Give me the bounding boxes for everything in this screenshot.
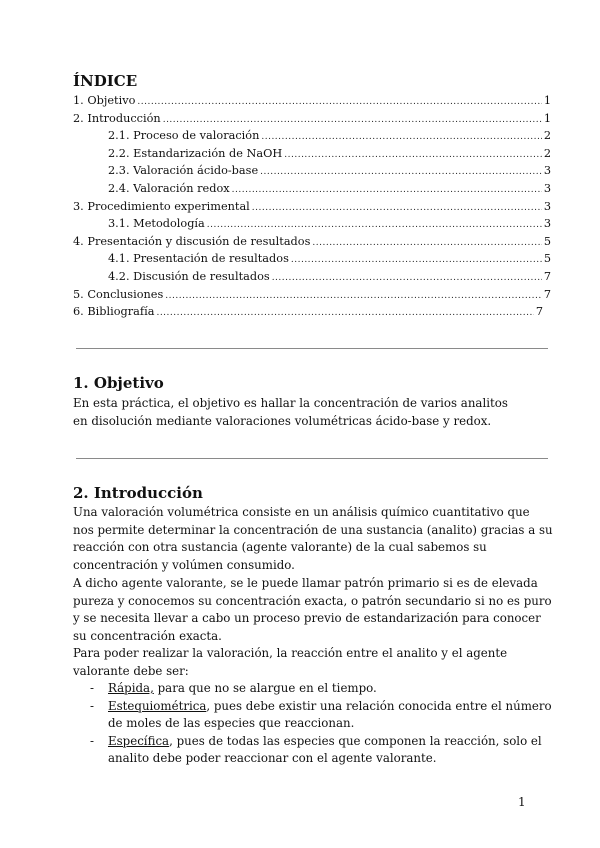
section-heading-objetivo: 1. Objetivo — [73, 374, 164, 392]
toc-entry[interactable] — [73, 110, 551, 128]
toc-entry-page: 1 — [543, 111, 551, 125]
introduccion-paragraph-1: Una valoración volumétrica consiste en un análisis químico cuantitativo que nos permite determinar la concentración de una sustancia (analito) gracias a su reacción con otra sustancia (agente valorante) de la cual sabemos su concentración y volúmen consumido. — [73, 505, 553, 572]
introduccion-paragraph-3: Para poder realizar la valoración, la reacción entre el analito y el agente valorante debe ser: — [73, 646, 508, 678]
toc-entry[interactable] — [73, 92, 551, 110]
toc-leader-dots — [284, 147, 542, 165]
toc-entry-page: 2 — [543, 129, 551, 143]
toc-entry[interactable] — [73, 162, 551, 180]
toc-entry-page: 3 — [543, 217, 551, 231]
toc-leader-dots — [272, 270, 542, 288]
toc-leader-dots — [137, 94, 541, 112]
toc-leader-dots — [260, 164, 542, 182]
toc-entry-page: 7 — [535, 305, 543, 319]
toc-entry-page: 3 — [543, 199, 551, 213]
toc-entry-label: 5. Conclusiones — [73, 287, 164, 301]
list-item-text: , pues de todas las especies que componen la reacción, solo el analito debe poder reaccionar con el agente valorante. — [108, 733, 542, 766]
toc-entry-page: 5 — [543, 252, 551, 266]
toc-entry[interactable] — [73, 127, 551, 145]
toc-leader-dots — [261, 129, 541, 147]
objetivo-paragraph: En esta práctica, el objetivo es hallar la concentración de varios analitos en disolución mediante valoraciones volumétricas ácido-base y redox. — [73, 396, 508, 428]
page-number: 1 — [518, 795, 526, 809]
toc-entry-label: 2.1. Proceso de valoración — [108, 129, 260, 143]
toc-entry-page: 3 — [543, 164, 551, 178]
toc-entry[interactable] — [73, 180, 551, 198]
toc-entry-label: 4.1. Presentación de resultados — [108, 252, 289, 266]
list-item — [90, 733, 560, 768]
toc-entry[interactable] — [73, 286, 551, 304]
toc-entry[interactable] — [73, 145, 551, 163]
toc-entry-label: 2.3. Valoración ácido-base — [108, 164, 259, 178]
toc-entry-page: 7 — [543, 269, 551, 283]
list-item — [90, 680, 560, 698]
section-divider — [76, 348, 548, 349]
toc-leader-dots — [165, 288, 542, 306]
list-item-term: Estequiométrica — [108, 698, 207, 713]
toc-entry-page: 7 — [543, 287, 551, 301]
toc-leader-dots — [156, 305, 533, 323]
toc-entry-page: 2 — [543, 146, 551, 160]
toc-leader-dots — [252, 200, 542, 218]
bullet-dash: - — [90, 698, 94, 713]
requirements-list — [90, 680, 560, 768]
section-heading-introduccion: 2. Introducción — [73, 484, 203, 502]
list-item — [90, 698, 560, 733]
toc-entry-page: 5 — [543, 234, 551, 248]
section-divider — [76, 458, 548, 459]
toc-entry-label: 4.2. Discusión de resultados — [108, 269, 270, 283]
toc-entry-label: 1. Objetivo — [73, 94, 136, 107]
toc-entry-label: 4. Presentación y discusión de resultados — [73, 234, 311, 248]
toc-title: ÍNDICE — [73, 72, 138, 90]
toc-leader-dots — [312, 235, 541, 253]
toc-entry-label: 6. Bibliografía — [73, 305, 155, 319]
list-item-text: para que no se alargue en el tiempo. — [153, 681, 377, 695]
toc-entry[interactable] — [73, 198, 551, 216]
toc-entry[interactable] — [73, 268, 551, 286]
toc-entry-page: 1 — [543, 94, 551, 107]
toc-entry-label: 3. Procedimiento experimental — [73, 199, 250, 213]
toc-entry[interactable] — [73, 215, 551, 233]
list-item-term: Específica — [108, 733, 170, 748]
toc-leader-dots — [232, 182, 542, 200]
toc-entry[interactable] — [73, 303, 543, 321]
toc-entry-label: 3.1. Metodología — [108, 217, 205, 231]
bullet-dash: - — [90, 681, 94, 695]
table-of-contents — [73, 92, 551, 321]
list-item-text: , pues debe existir una relación conocida entre el número de moles de las especies que reaccionan. — [108, 698, 552, 731]
toc-entry[interactable] — [73, 233, 551, 251]
bullet-dash: - — [90, 733, 94, 748]
introduccion-paragraph-2: A dicho agente valorante, se le puede llamar patrón primario si es de elevada pureza y conocemos su concentración exacta, o patrón secundario si no es puro y se necesita llevar a cabo un proceso previo de estandarización para conocer su concentración exacta. — [73, 576, 552, 643]
toc-entry-label: 2.2. Estandarización de NaOH — [108, 146, 283, 160]
toc-entry-label: 2.4. Valoración redox — [108, 181, 230, 195]
toc-leader-dots — [291, 252, 542, 270]
toc-entry-label: 2. Introducción — [73, 111, 161, 125]
toc-entry[interactable] — [73, 250, 551, 268]
list-item-term: Rápida, — [108, 681, 154, 695]
toc-entry-page: 3 — [543, 181, 551, 195]
